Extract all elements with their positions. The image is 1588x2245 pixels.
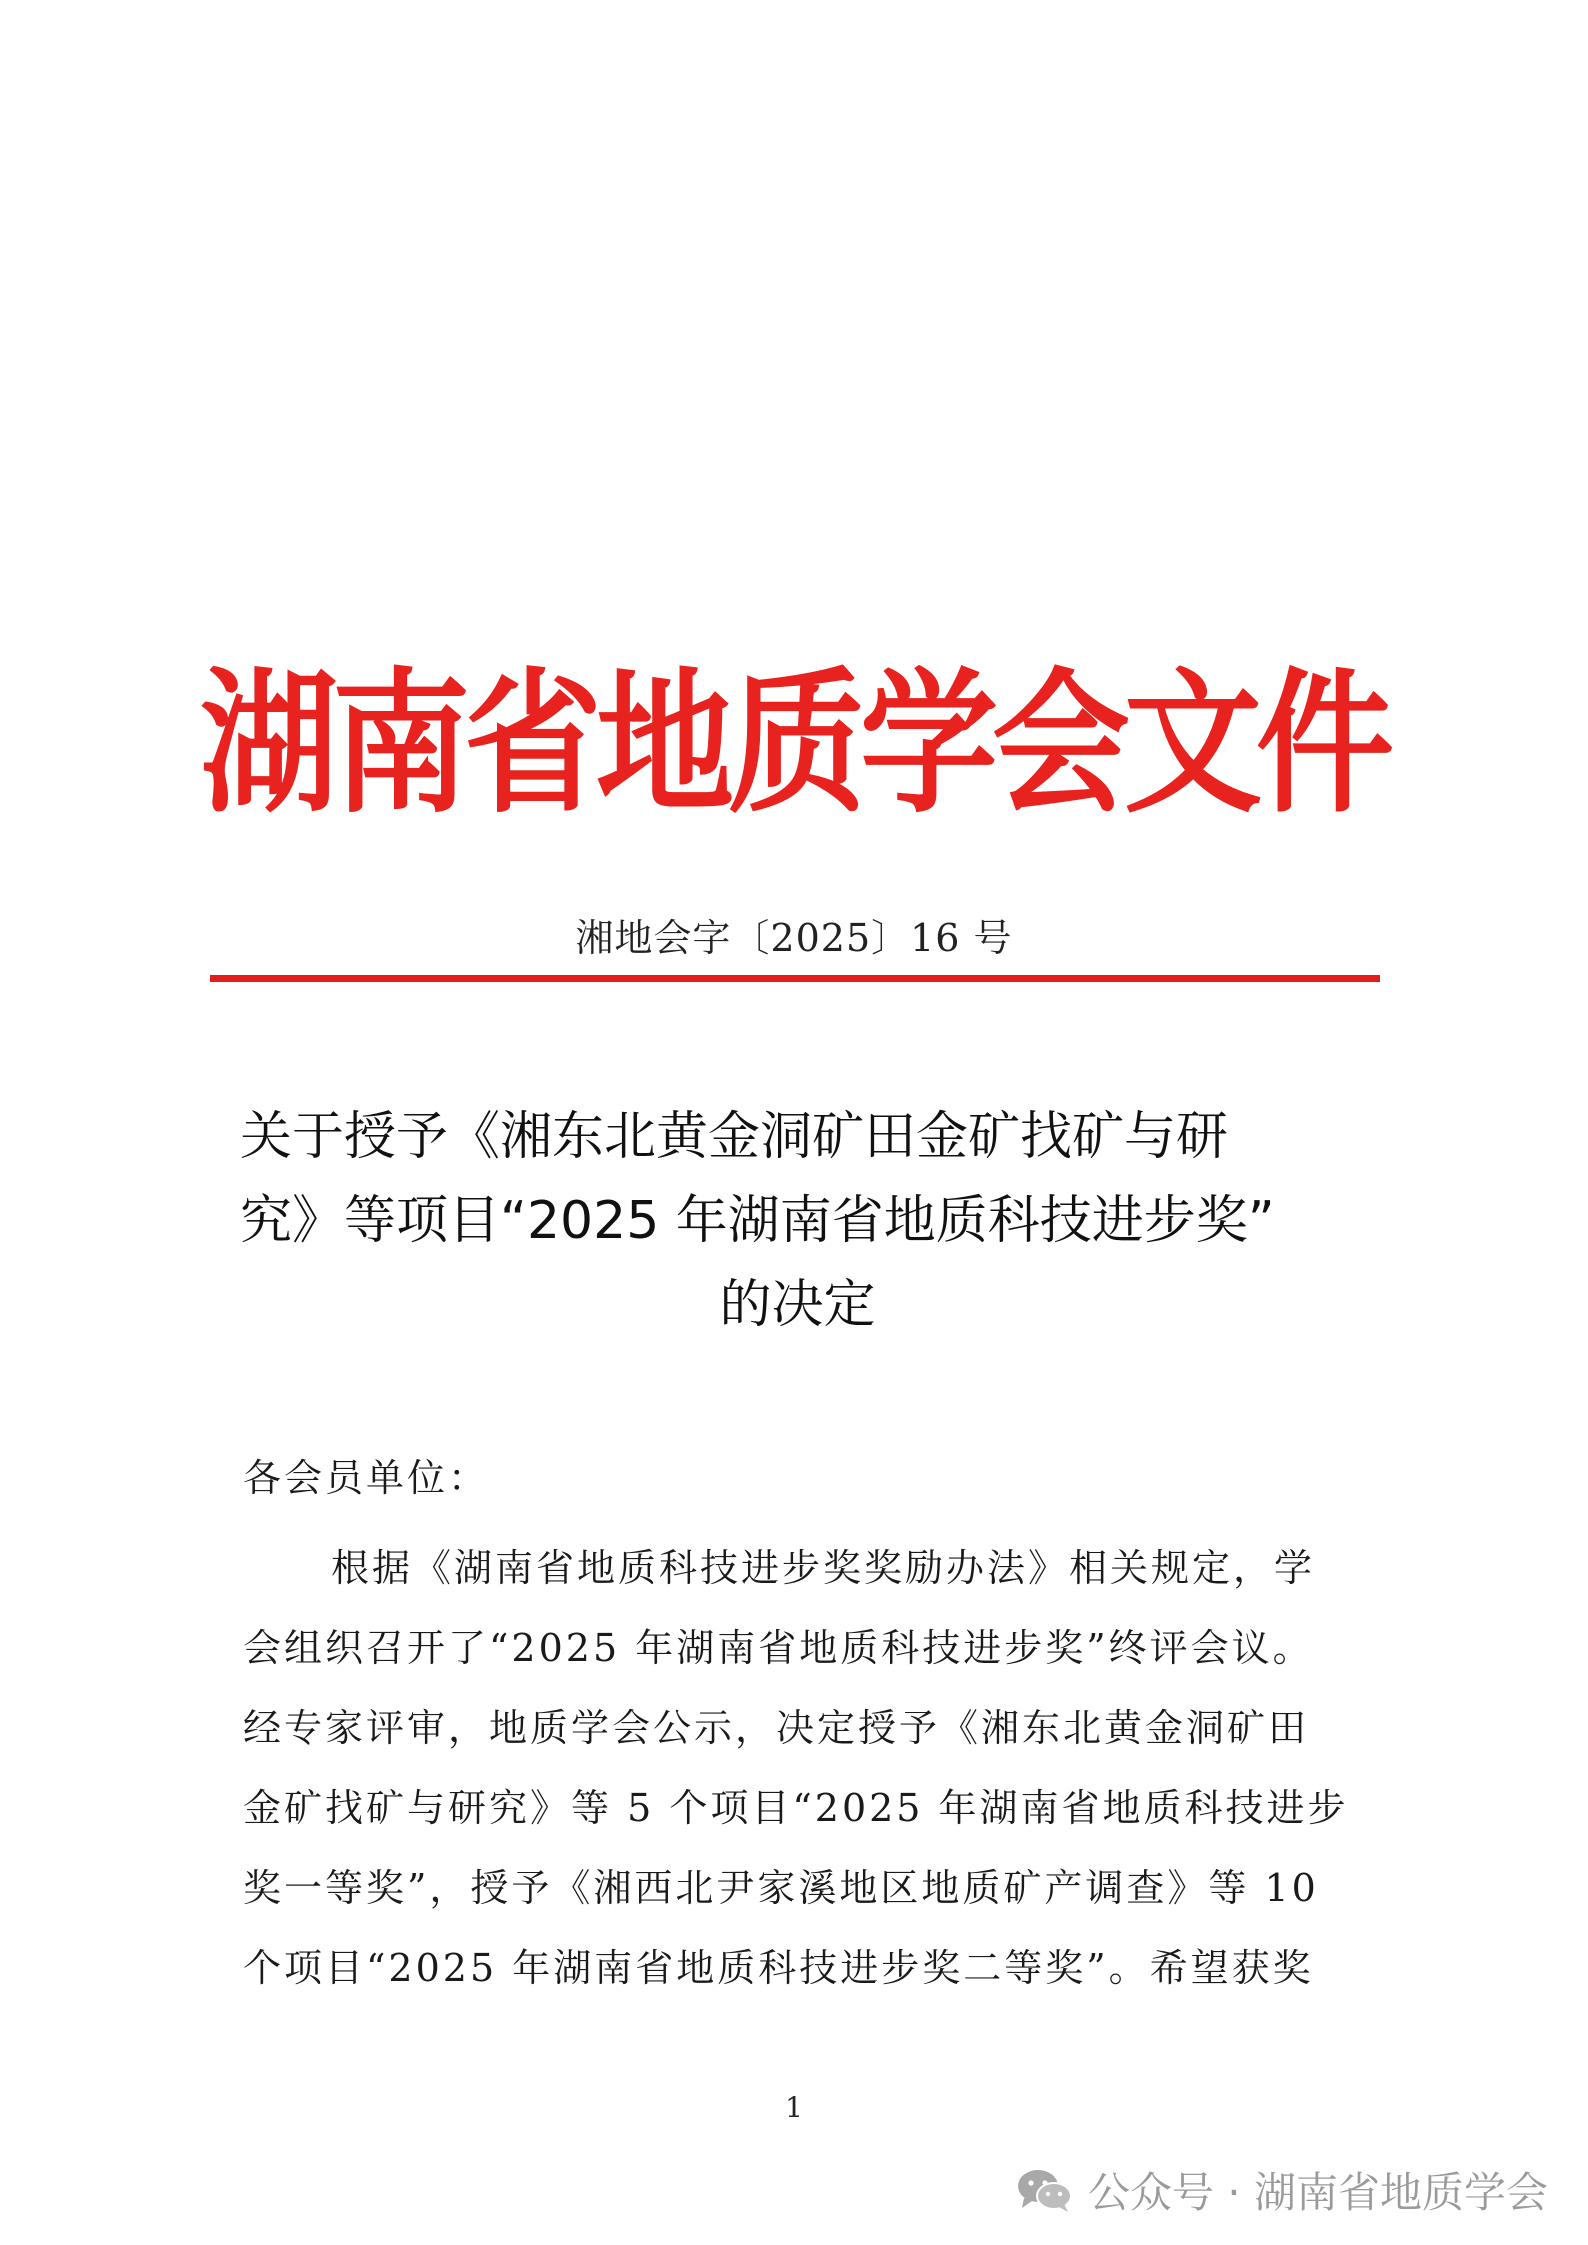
body-line: 根据《湖南省地质科技进步奖奖励办法》相关规定，学 [331, 1546, 1316, 1590]
watermark [1014, 2162, 1548, 2218]
subject-line: 究》等项目“2025 年湖南省地质科技进步奖” [240, 1191, 1275, 1251]
document-header-title: 湖南省地质学会文件 [199, 653, 1388, 835]
wechat-icon [1014, 2166, 1074, 2214]
watermark-text: 公众号 · 湖南省地质学会 [1087, 2168, 1548, 2217]
body-line: 金矿找矿与研究》等 5 个项目“2025 年湖南省地质科技进步 [243, 1786, 1349, 1830]
body-line: 奖一等奖”，授予《湘西北尹家溪地区地质矿产调查》等 10 [243, 1866, 1319, 1910]
body-line: 个项目“2025 年湖南省地质科技进步奖二等奖”。希望获奖 [243, 1946, 1314, 1990]
document-number: 湘地会字〔2025〕16 号 [575, 916, 1013, 960]
subject-line: 关于授予《湘东北黄金洞矿田金矿找矿与研 [240, 1107, 1229, 1167]
page-number: 1 [785, 2091, 803, 2124]
salutation: 各会员单位： [243, 1456, 490, 1500]
body-line: 会组织召开了“2025 年湖南省地质科技进步奖”终评会议。 [243, 1626, 1314, 1670]
red-divider [210, 975, 1380, 982]
body-paragraph [243, 1528, 1353, 2008]
subject-line: 的决定 [719, 1275, 876, 1335]
body-line: 经专家评审，地质学会公示，决定授予《湘东北黄金洞矿田 [243, 1706, 1310, 1750]
document-subject [240, 1095, 1355, 1347]
